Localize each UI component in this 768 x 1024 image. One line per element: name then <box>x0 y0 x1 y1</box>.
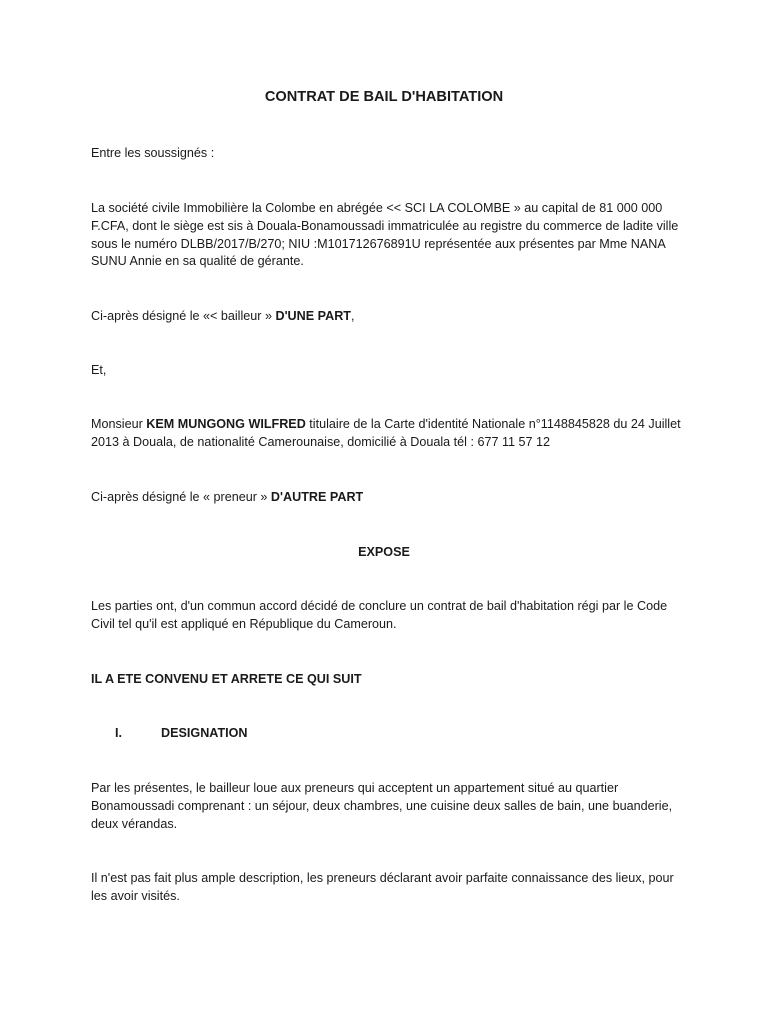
section1-number: I. <box>115 726 122 740</box>
document-title: CONTRAT DE BAIL D'HABITATION <box>264 89 504 105</box>
party2-designation-bold: D'AUTRE PART <box>270 490 364 504</box>
section1-title: DESIGNATION <box>161 726 248 740</box>
party2-name: KEM MUNGONG WILFRED <box>146 417 306 431</box>
description-paragraph: Il n'est pas fait plus ample description, les preneurs déclarant avoir parfaite connaissance des lieux, pour les avoir visités. <box>91 871 674 903</box>
designation-paragraph: Par les présentes, le bailleur loue aux preneurs qui acceptent un appartement situé au quartier Bonamoussadi comprenant : un séjour, deux chambres, une cuisine deux salles de bain, une buanderie, deux vérandas. <box>91 781 673 831</box>
intro-paragraph: Entre les soussignés : <box>91 146 215 160</box>
party1-designation-prefix: Ci-après désigné le «< bailleur » <box>91 309 276 323</box>
party1-designation-suffix: , <box>351 309 355 323</box>
party2-paragraph <box>91 416 681 452</box>
expose-paragraph: Les parties ont, d'un commun accord décidé de conclure un contrat de bail d'habitation régi par le Code Civil tel qu'il est appliqué en République du Cameroun. <box>91 599 668 631</box>
party2-designation <box>91 489 681 507</box>
party2-rest: titulaire de la Carte d'identité Nationale n°1148845828 du 24 Juillet 2013 à Douala, de nationalité Camerounaise, domicilié à Douala tél : 677 11 57 12 <box>91 417 681 449</box>
expose-heading: EXPOSE <box>358 545 410 559</box>
party2-prefix: Monsieur <box>91 417 147 431</box>
agreed-heading: IL A ETE CONVENU ET ARRETE CE QUI SUIT <box>91 672 362 686</box>
party2-designation-prefix: Ci-après désigné le « preneur » <box>91 490 271 504</box>
party1-paragraph: La société civile Immobilière la Colombe en abrégée << SCI LA COLOMBE » au capital de 81 000 000 F.CFA, dont le siège est sis à Douala-Bonamoussadi immatriculée au registre du commerce de ladite ville sous le numéro DLBB/2017/B/270; NIU :M101712676891U représentée aux présentes par Mme NANA SUNU Annie en sa qualité de gérante. <box>91 201 679 269</box>
party1-designation-bold: D'UNE PART <box>275 309 351 323</box>
party1-designation <box>91 308 681 326</box>
et-paragraph: Et, <box>91 363 107 377</box>
